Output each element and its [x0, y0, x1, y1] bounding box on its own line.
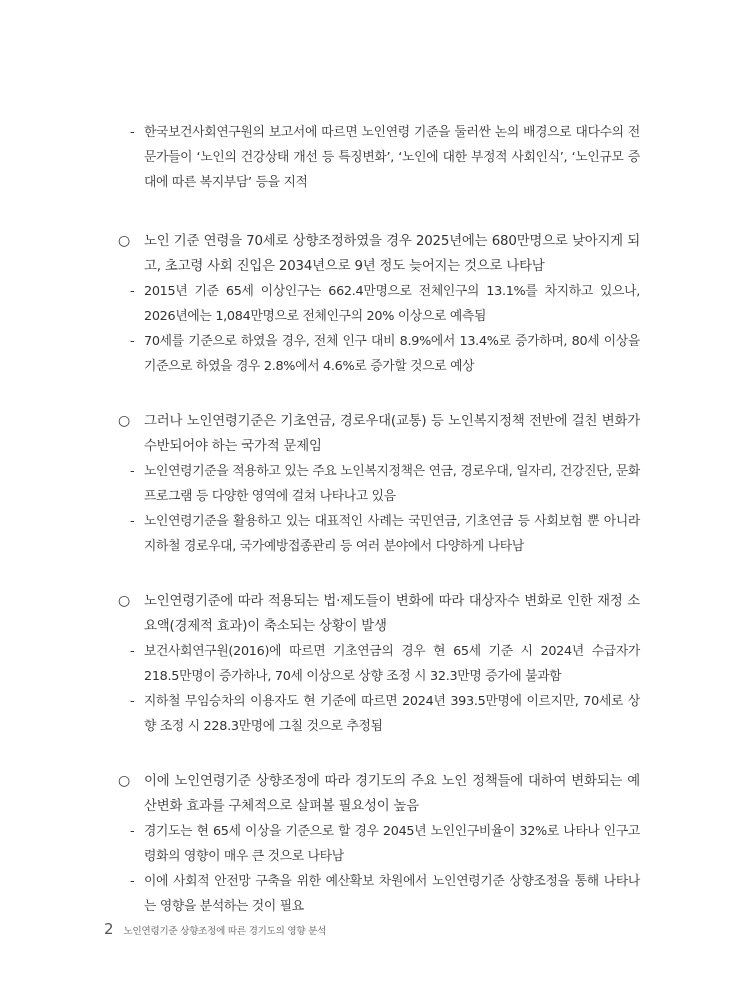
sub-bullet [118, 459, 640, 509]
sub-bullet-text: 보건사회연구원(2016)에 따르면 기초연금의 경우 현 65세 기준 시 2024년 수급자가 218.5만명이 증가하나, 70세 이상으로 상향 조정 시 32.3만명 증가에 불과함 [144, 644, 640, 684]
main-bullet [118, 589, 640, 639]
document-body [118, 120, 640, 949]
sub-bullet-text: 70세를 기준으로 하였을 경우, 전체 인구 대비 8.9%에서 13.4%로 증가하며, 80세 이상을 기준으로 하였을 경우 2.8%에서 4.6%로 증가할 것으로 예상 [144, 334, 640, 374]
circle-marker: ○ [118, 773, 131, 789]
main-bullet-text: 노인연령기준에 따라 적용되는 법·제도들이 변화에 따라 대상자수 변화로 인한 재정 소요액(경제적 효과)이 축소되는 상황이 발생 [144, 594, 640, 634]
dash-marker: - [130, 464, 135, 479]
dash-marker: - [130, 694, 135, 709]
sub-bullet [118, 120, 640, 195]
dash-marker: - [130, 514, 135, 529]
section-5 [118, 769, 640, 919]
sub-bullet [118, 329, 640, 379]
dash-marker: - [130, 644, 135, 659]
section-2 [118, 229, 640, 379]
sub-bullet [118, 279, 640, 329]
dash-marker: - [130, 874, 135, 889]
main-bullet-text: 이에 노인연령기준 상향조정에 따라 경기도의 주요 노인 정책들에 대하여 변화되는 예산변화 효과를 구체적으로 살펴볼 필요성이 높음 [144, 774, 640, 814]
circle-marker: ○ [118, 593, 131, 609]
running-title: 노인연령기준 상향조정에 따른 경기도의 영향 분석 [123, 926, 327, 937]
page-footer [104, 920, 326, 938]
sub-bullet [118, 689, 640, 739]
section-3 [118, 409, 640, 559]
sub-bullet [118, 639, 640, 689]
section-4 [118, 589, 640, 739]
main-bullet-text: 그러나 노인연령기준은 기초연금, 경로우대(교통) 등 노인복지정책 전반에 걸친 변화가 수반되어야 하는 국가적 문제임 [144, 414, 640, 454]
sub-bullet [118, 819, 640, 869]
dash-marker: - [130, 125, 135, 140]
main-bullet [118, 229, 640, 279]
dash-marker: - [130, 334, 135, 349]
main-bullet [118, 409, 640, 459]
dash-marker: - [130, 284, 135, 299]
sub-bullet-text: 노인연령기준을 적용하고 있는 주요 노인복지정책은 연금, 경로우대, 일자리, 건강진단, 문화프로그램 등 다양한 영역에 걸쳐 나타나고 있음 [144, 464, 640, 504]
sub-bullet-text: 이에 사회적 안전망 구축을 위한 예산확보 차원에서 노인연령기준 상향조정을 통해 나타나는 영향을 분석하는 것이 필요 [144, 874, 640, 914]
sub-bullet [118, 869, 640, 919]
sub-bullet-text: 지하철 무임승차의 이용자도 현 기준에 따르면 2024년 393.5만명에 이르지만, 70세로 상향 조정 시 228.3만명에 그칠 것으로 추정됨 [144, 694, 640, 734]
sub-bullet-text: 경기도는 현 65세 이상을 기준으로 할 경우 2045년 노인인구비율이 32%로 나타나 인구고령화의 영향이 매우 큰 것으로 나타남 [144, 824, 640, 864]
main-bullet-text: 노인 기준 연령을 70세로 상향조정하였을 경우 2025년에는 680만명으로 낮아지게 되고, 초고령 사회 진입은 2034년으로 9년 정도 늦어지는 것으로 나타남 [144, 234, 640, 274]
sub-bullet-text: 2015년 기준 65세 이상인구는 662.4만명으로 전체인구의 13.1%를 차지하고 있으나, 2026년에는 1,084만명으로 전체인구의 20% 이상으로 예측됨 [144, 284, 640, 324]
sub-bullet [118, 509, 640, 559]
main-bullet [118, 769, 640, 819]
section-1 [118, 120, 640, 195]
sub-bullet-text: 노인연령기준을 활용하고 있는 대표적인 사례는 국민연금, 기초연금 등 사회보험 뿐 아니라 지하철 경로우대, 국가예방접종관리 등 여러 분야에서 다양하게 나타남 [144, 514, 640, 554]
dash-marker: - [130, 824, 135, 839]
sub-bullet-text: 한국보건사회연구원의 보고서에 따르면 노인연령 기준을 둘러싼 논의 배경으로 대다수의 전문가들이 ‘노인의 건강상태 개선 등 특징변화’, ‘노인에 대한 부정적 사회인식’, ‘노인규모 증대에 따른 복지부담’ 등을 지적 [144, 125, 640, 190]
circle-marker: ○ [118, 233, 131, 249]
circle-marker: ○ [118, 413, 131, 429]
page-number: 2 [104, 920, 114, 938]
